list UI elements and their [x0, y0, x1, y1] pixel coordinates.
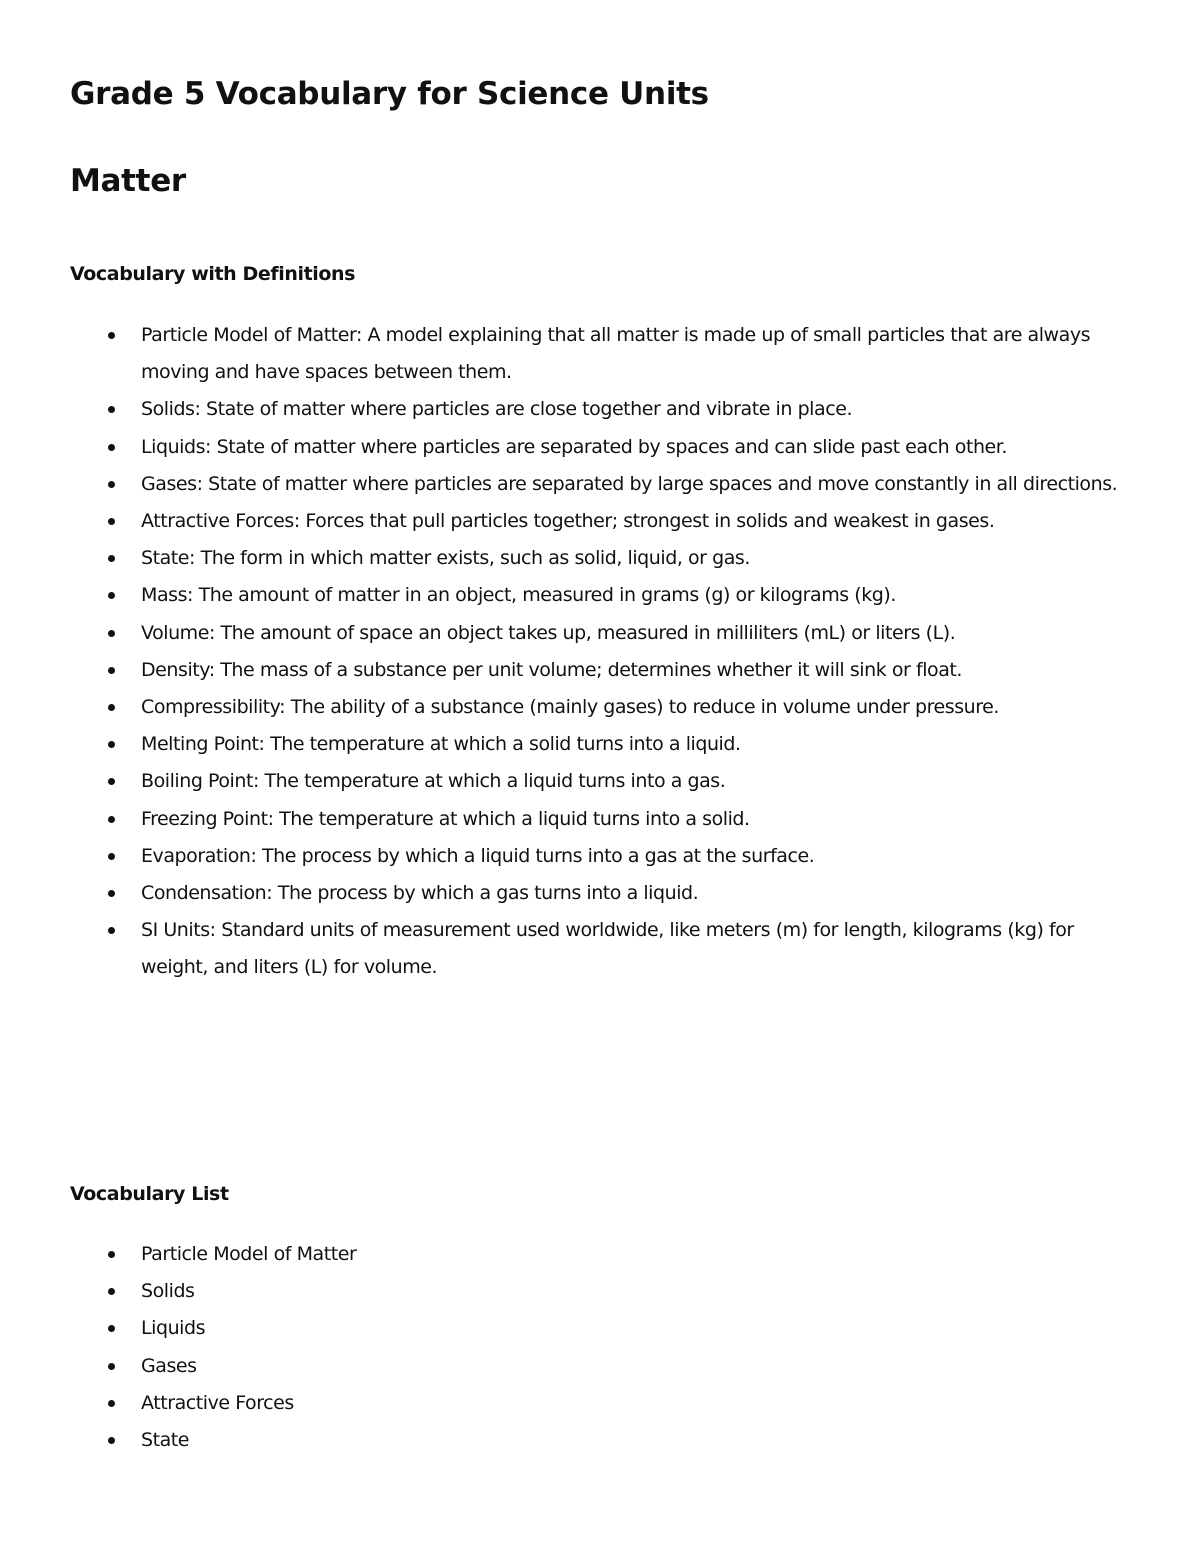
bullet-icon: [108, 816, 115, 823]
definition-text: Volume: The amount of space an object takes up, measured in milliliters (mL) or liters (L).: [141, 621, 956, 644]
unit-title: Matter: [70, 163, 186, 199]
definition-text: Evaporation: The process by which a liquid turns into a gas at the surface.: [141, 844, 815, 867]
vocabulary-term: Attractive Forces: [141, 1391, 294, 1414]
bullet-icon: [108, 1400, 115, 1407]
bullet-icon: [108, 667, 115, 674]
definitions-list: [70, 317, 1138, 987]
bullet-icon: [108, 1251, 115, 1258]
list-item: [70, 391, 1138, 428]
bullet-icon: [108, 481, 115, 488]
list-item: [70, 540, 1138, 577]
vocabulary-term: State: [141, 1429, 190, 1452]
list-item: [70, 466, 1138, 503]
definition-text: Liquids: State of matter where particles are separated by spaces and can slide past each other.: [141, 435, 1008, 458]
vocabulary-term: Liquids: [141, 1317, 206, 1340]
bullet-icon: [108, 1363, 115, 1370]
list-item: [70, 1422, 1138, 1459]
bullet-icon: [108, 1288, 115, 1295]
bullet-icon: [108, 853, 115, 860]
bullet-icon: [108, 630, 115, 637]
vocabulary-term: Solids: [141, 1280, 195, 1303]
list-item: [70, 801, 1138, 838]
definition-text: Density: The mass of a substance per unit volume; determines whether it will sink or float.: [141, 658, 963, 681]
bullet-icon: [108, 741, 115, 748]
bullet-icon: [108, 332, 115, 339]
vocabulary-term: Particle Model of Matter: [141, 1243, 357, 1265]
bullet-icon: [108, 444, 115, 451]
list-item: [70, 838, 1138, 875]
list-item: [70, 652, 1138, 689]
definition-text: Gases: State of matter where particles are separated by large spaces and move constantly in all directions.: [141, 472, 1118, 495]
bullet-icon: [108, 518, 115, 525]
list-item: [70, 577, 1138, 614]
definitions-heading: Vocabulary with Definitions: [70, 263, 356, 285]
list-item: [70, 1385, 1138, 1422]
list-item: [70, 615, 1138, 652]
definition-text: Mass: The amount of matter in an object, measured in grams (g) or kilograms (kg).: [141, 584, 896, 607]
list-item: [70, 317, 1138, 391]
bullet-icon: [108, 406, 115, 413]
bullet-icon: [108, 592, 115, 599]
definition-text: Boiling Point: The temperature at which a liquid turns into a gas.: [141, 770, 726, 793]
bullet-icon: [108, 1325, 115, 1332]
list-item: [70, 875, 1138, 912]
bullet-icon: [108, 890, 115, 897]
bullet-icon: [108, 778, 115, 785]
vocabulary-list: [70, 1236, 1138, 1459]
list-item: [70, 726, 1138, 763]
list-item: [70, 1348, 1138, 1385]
list-item: [70, 1236, 1138, 1273]
list-item: [70, 1273, 1138, 1310]
bullet-icon: [108, 927, 115, 934]
bullet-icon: [108, 704, 115, 711]
list-item: [70, 689, 1138, 726]
definition-text: Attractive Forces: Forces that pull particles together; strongest in solids and weakest in gases.: [141, 510, 995, 533]
list-item: [70, 912, 1138, 986]
definition-text: Condensation: The process by which a gas turns into a liquid.: [141, 882, 699, 905]
list-item: [70, 429, 1138, 466]
list-item: [70, 1310, 1138, 1347]
definition-text: SI Units: Standard units of measurement used worldwide, like meters (m) for length, kilograms (kg) for weight, and liters (L) for volume.: [141, 919, 1074, 979]
definition-text: Compressibility: The ability of a substance (mainly gases) to reduce in volume under pressure.: [141, 696, 1000, 719]
definition-text: Solids: State of matter where particles are close together and vibrate in place.: [141, 398, 853, 421]
list-item: [70, 503, 1138, 540]
bullet-icon: [108, 555, 115, 562]
definition-text: Particle Model of Matter: A model explaining that all matter is made up of small particles that are always moving and have spaces between them.: [141, 324, 1091, 384]
bullet-icon: [108, 1437, 115, 1444]
vocabulary-list-heading: Vocabulary List: [70, 1183, 229, 1205]
document-title: Grade 5 Vocabulary for Science Units: [70, 76, 709, 112]
definition-text: Freezing Point: The temperature at which a liquid turns into a solid.: [141, 807, 750, 830]
vocabulary-term: Gases: [141, 1354, 197, 1377]
definition-text: State: The form in which matter exists, such as solid, liquid, or gas.: [141, 547, 750, 570]
list-item: [70, 763, 1138, 800]
definition-text: Melting Point: The temperature at which a solid turns into a liquid.: [141, 733, 741, 756]
